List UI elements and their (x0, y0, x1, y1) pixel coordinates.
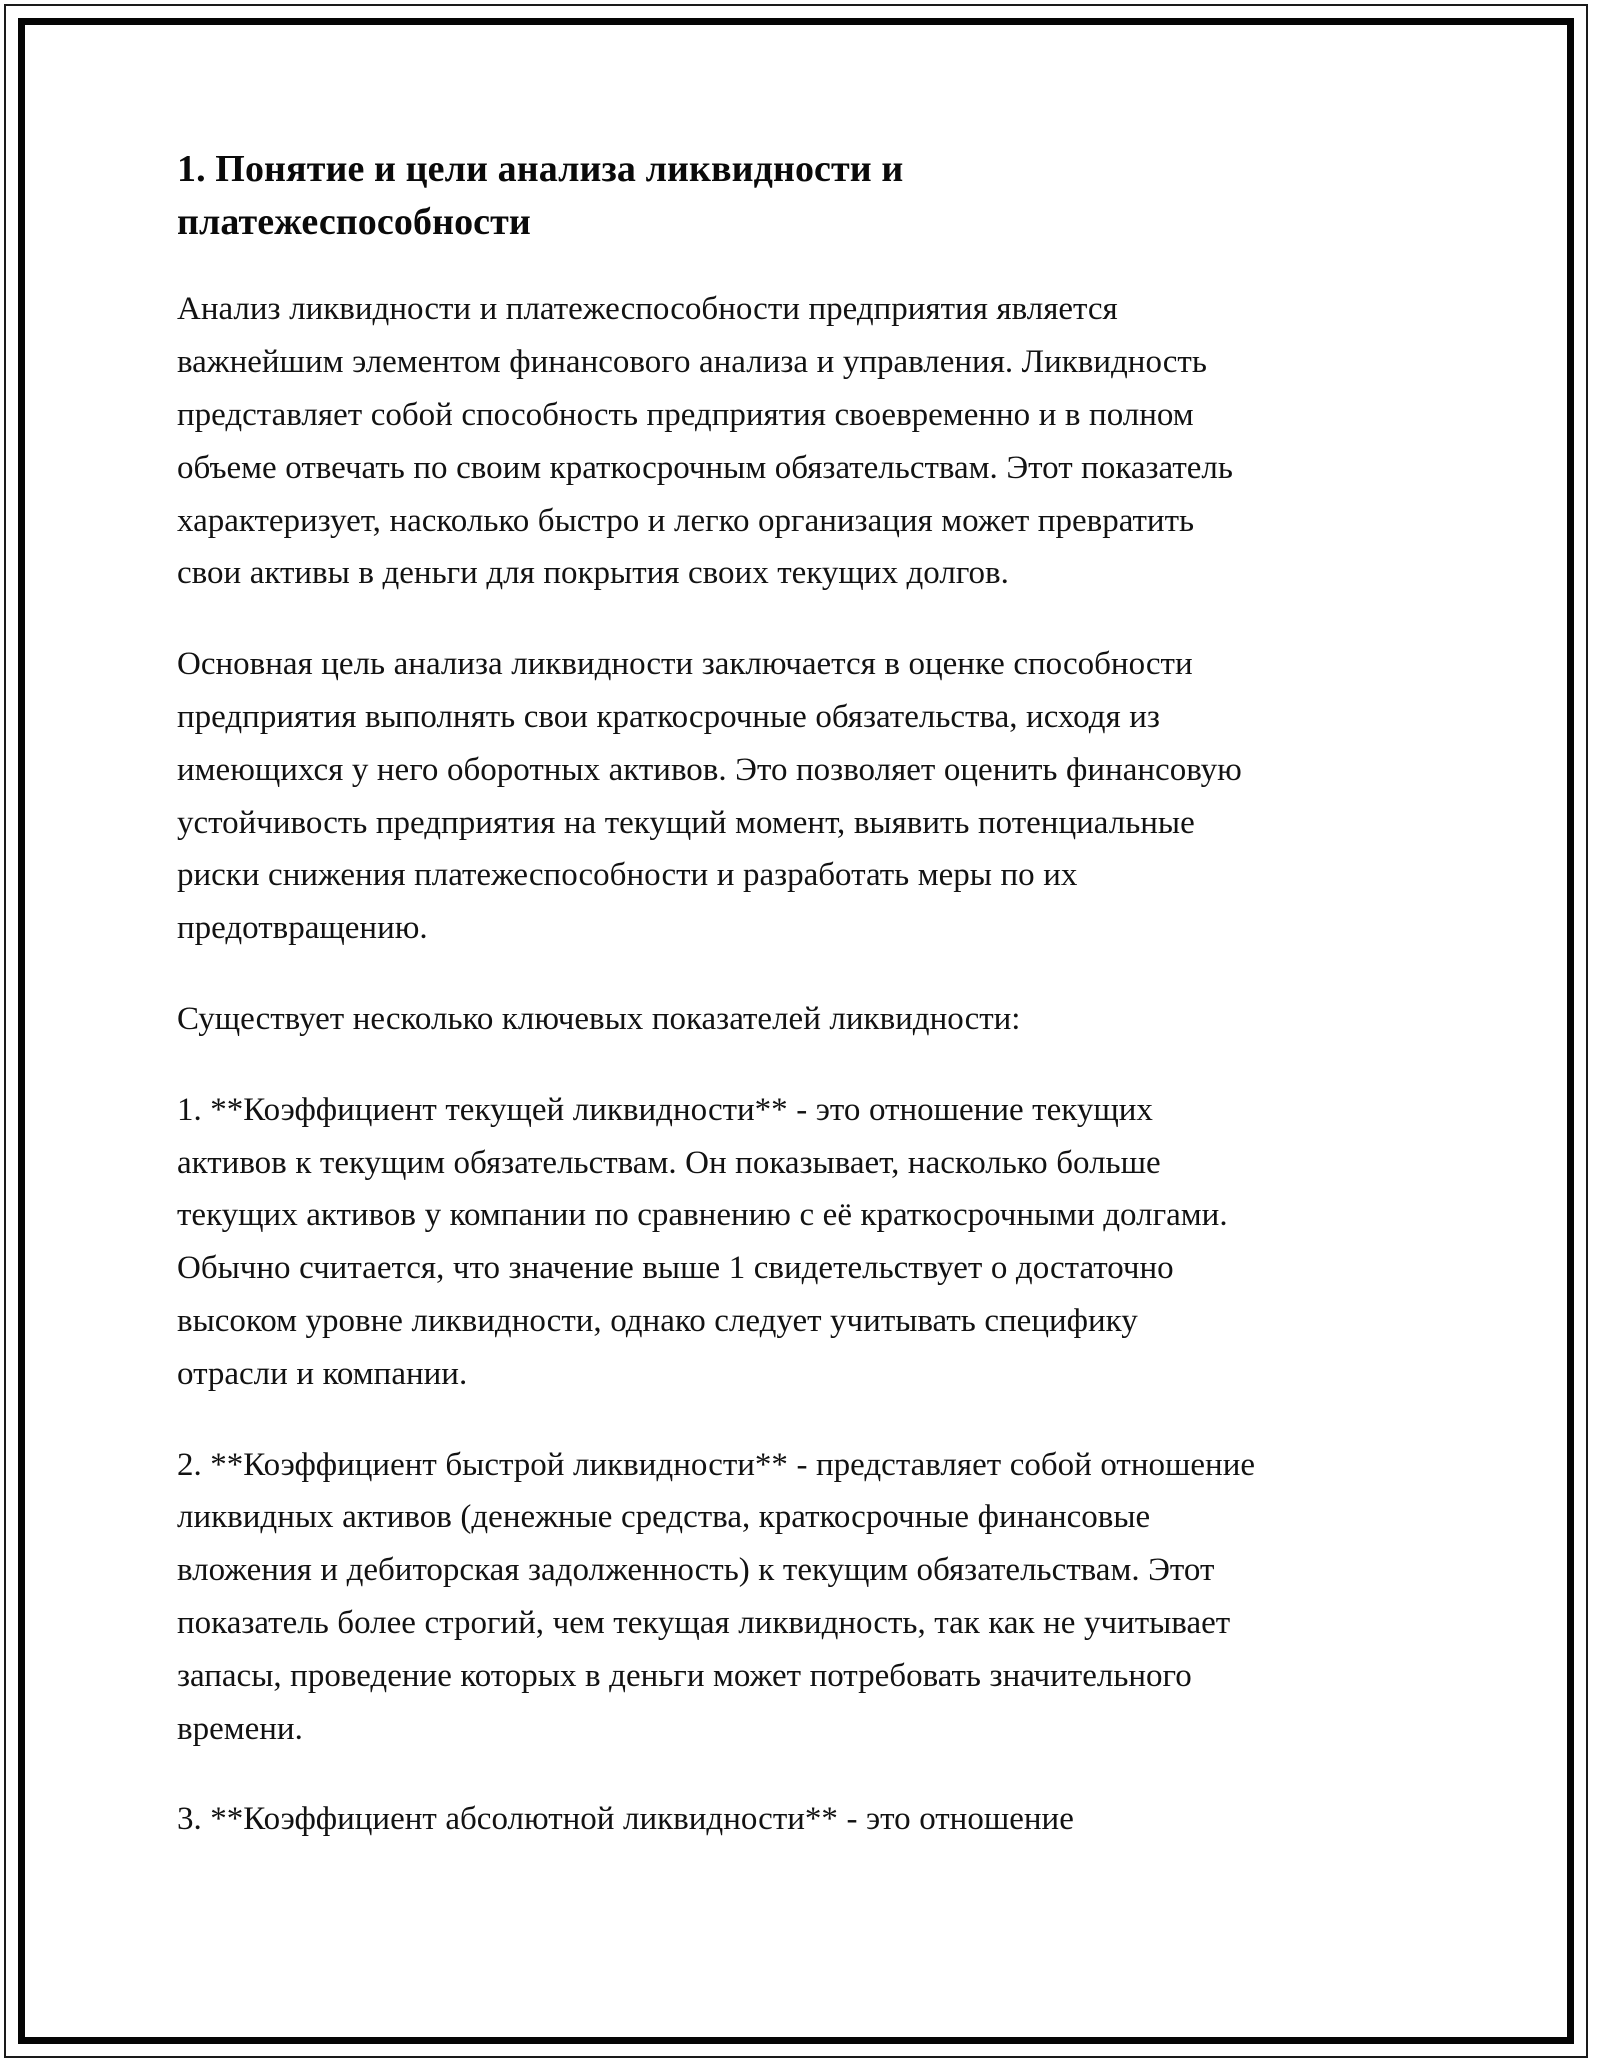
page-title: 1. Понятие и цели анализа ликвидности и платежеспособности (177, 148, 904, 244)
page-inner-border (18, 18, 1574, 2044)
document-body (177, 143, 1257, 1846)
paragraph-indicators-intro: Существует несколько ключевых показателей ликвидности: (177, 1000, 1021, 1037)
page-outer-border (4, 4, 1588, 2058)
list-item-current-liquidity-ratio: 1. **Коэффициент текущей ликвидности** - это отношение текущих активов к текущим обязательствам. Он показывает, насколько больше текущих активов у компании по сравнению с её краткосрочными долгами. Обычно считается, что значение выше 1 свидетельствует о достаточно высоком уровне ликвидности, однако следует учитывать специфику отрасли и компании. (177, 1091, 1228, 1392)
list-item-absolute-liquidity-ratio: 3. **Коэффициент абсолютной ликвидности** - это отношение (177, 1801, 1074, 1838)
list-item-quick-liquidity-ratio: 2. **Коэффициент быстрой ликвидности** - представляет собой отношение ликвидных активов (денежные средства, краткосрочные финансовые вложения и дебиторская задолженность) к текущим обязательствам. Этот показатель более строгий, чем текущая ликвидность, так как не учитывает запасы, проведение которых в деньги может потребовать значительного времени. (177, 1446, 1256, 1747)
paragraph-main-goal: Основная цель анализа ликвидности заключается в оценке способности предприятия выполнять свои краткосрочные обязательства, исходя из имеющихся у него оборотных активов. Это позволяет оценить финансовую устойчивость предприятия на текущий момент, выявить потенциальные риски снижения платежеспособности и разработать меры по их предотвращению. (177, 646, 1242, 947)
paragraph-definition: Анализ ликвидности и платежеспособности предприятия является важнейшим элементом финансового анализа и управления. Ликвидность представляет собой способность предприятия своевременно и в полном объеме отвечать по своим краткосрочным обязательствам. Этот показатель характеризует, насколько быстро и легко организация может превратить свои активы в деньги для покрытия своих текущих долгов. (177, 291, 1233, 592)
